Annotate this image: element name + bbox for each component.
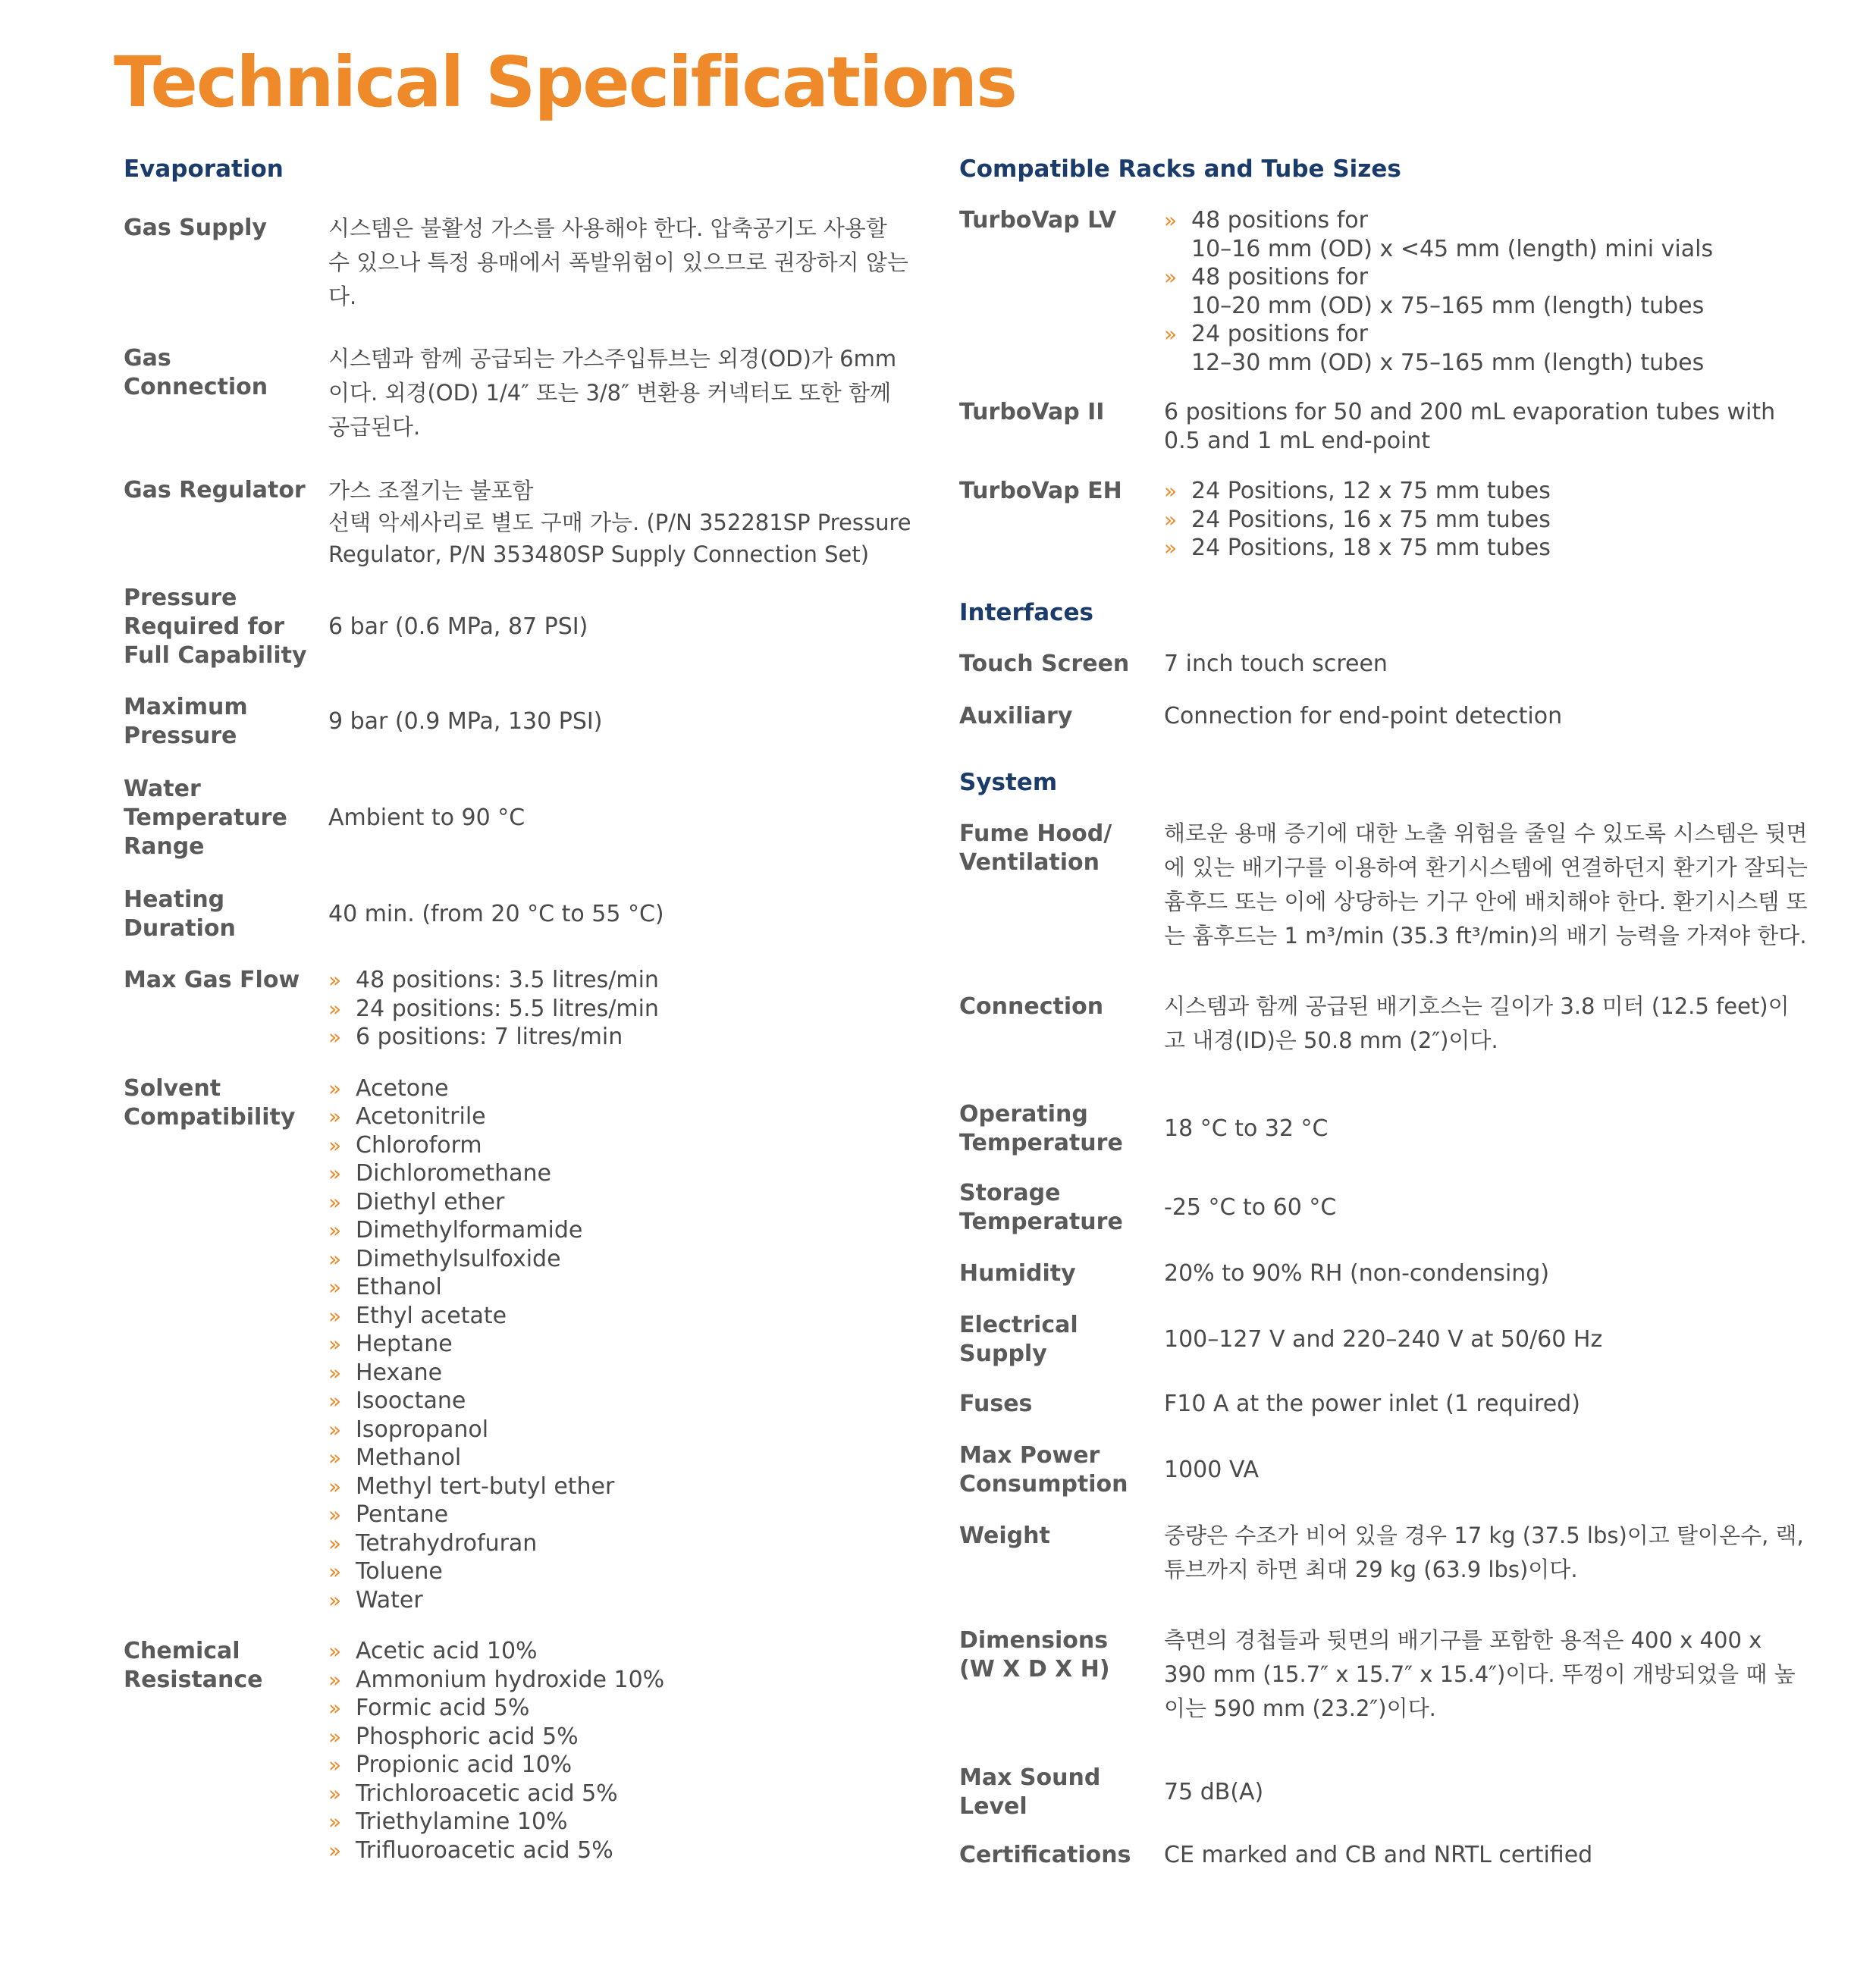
spec-row-storage-temperature	[959, 1179, 1809, 1237]
chevron-right-icon: »	[328, 968, 342, 993]
spec-row-turbovap-eh	[959, 477, 1809, 563]
list-item-text: Isopropanol	[356, 1416, 489, 1443]
list-item	[328, 1416, 912, 1444]
list-item	[1164, 506, 1809, 535]
left-column	[124, 155, 912, 1865]
list-item-text: 24 Positions, 16 x 75 mm tubes	[1191, 506, 1551, 533]
list-item-text: 6 positions: 7 litres/min	[356, 1024, 623, 1051]
spec-value: 40 min. (from 20 °C to 55 °C)	[328, 901, 664, 928]
spec-row-max-pressure	[124, 693, 912, 751]
list-item	[328, 1444, 912, 1472]
list-item-text: Hexane	[356, 1359, 443, 1386]
chevron-right-icon: »	[328, 1837, 342, 1863]
spec-value: 100–127 V and 220–240 V at 50/60 Hz	[1164, 1326, 1603, 1353]
spec-label: Weight	[959, 1523, 1050, 1550]
list-item	[328, 1780, 912, 1808]
chevron-right-icon: »	[328, 1752, 342, 1778]
chevron-right-icon: »	[328, 1104, 342, 1130]
list-item-text: Ammonium hydroxide 10%	[356, 1666, 665, 1693]
chevron-right-icon: »	[328, 1218, 342, 1244]
spec-value: 1000 VA	[1164, 1457, 1260, 1484]
list-item-text: Heptane	[356, 1331, 453, 1358]
spec-label: Dimensions (W X D X H)	[959, 1627, 1110, 1683]
list-item	[328, 1273, 912, 1302]
spec-row-fume-hood	[959, 820, 1809, 953]
spec-label: Electrical Supply	[959, 1312, 1078, 1368]
list-item-text: Tetrahydrofuran	[356, 1529, 538, 1557]
spec-label: Max Gas Flow	[124, 967, 300, 994]
list-item-text: Phosphoric acid 5%	[356, 1723, 579, 1750]
lv-rack-list	[1164, 206, 1809, 377]
spec-row-max-sound	[959, 1764, 1809, 1821]
spec-label: Solvent Compatibility	[124, 1074, 296, 1131]
list-item	[328, 1131, 912, 1160]
chevron-right-icon: »	[328, 1275, 342, 1300]
list-item-text: Acetone	[356, 1074, 449, 1102]
chevron-right-icon: »	[328, 1360, 342, 1385]
list-item-text: Diethyl ether	[356, 1188, 505, 1215]
list-item	[328, 966, 912, 995]
list-item	[328, 1245, 912, 1274]
list-item	[328, 1666, 912, 1695]
chevron-right-icon: »	[328, 1445, 342, 1471]
chevron-right-icon: »	[1164, 478, 1178, 504]
spec-label: Gas Regulator	[124, 477, 306, 504]
list-item	[328, 1637, 912, 1666]
spec-row-gas-supply	[124, 214, 912, 314]
spec-label: Pressure Required for Full Capability	[124, 585, 307, 670]
chevron-right-icon: »	[328, 1024, 342, 1050]
section-heading-racks: Compatible Racks and Tube Sizes	[959, 155, 1401, 183]
list-item	[328, 1387, 912, 1416]
list-item	[328, 1330, 912, 1359]
list-item	[328, 1529, 912, 1558]
list-item-text: 24 positions: 5.5 litres/min	[356, 995, 659, 1022]
spec-row-max-power	[959, 1441, 1809, 1499]
list-item-text: Dimethylformamide	[356, 1217, 583, 1244]
gas-flow-list	[328, 966, 912, 1052]
spec-value: 시스템과 함께 공급된 배기호스는 길이가 3.8 미터 (12.5 feet)이고 내경(ID)은 50.8 mm (2″)이다.	[1164, 993, 1790, 1054]
spec-label: Heating Duration	[124, 886, 236, 942]
spec-row-gas-regulator	[124, 476, 912, 570]
section-heading-interfaces: Interfaces	[959, 598, 1093, 626]
spec-row-dimensions	[959, 1626, 1809, 1726]
spec-row-fuses	[959, 1390, 1809, 1419]
list-item	[328, 1023, 912, 1052]
list-item	[1164, 320, 1809, 377]
chevron-right-icon: »	[1164, 265, 1178, 290]
chevron-right-icon: »	[328, 1723, 342, 1749]
list-item	[328, 1188, 912, 1217]
list-item	[328, 995, 912, 1024]
spec-row-pressure-required	[124, 584, 912, 670]
spec-row-humidity	[959, 1259, 1809, 1288]
spec-value: 측면의 경첩들과 뒷면의 배기구를 포함한 용적은 400 x 400 x 390 mm (15.7″ x 15.7″ x 15.4″)이다. 뚜껑이 개방되었을 때 높이는 590 mm (23.2″)이다.	[1164, 1627, 1796, 1722]
list-item	[328, 1302, 912, 1331]
list-item-text: 24 Positions, 18 x 75 mm tubes	[1191, 535, 1551, 562]
list-item-text: 48 positions for 10–20 mm (OD) x 75–165 mm (length) tubes	[1191, 264, 1705, 319]
list-item-text: Formic acid 5%	[356, 1695, 530, 1722]
spec-row-chemical-resistance	[124, 1637, 912, 1865]
chevron-right-icon: »	[328, 1639, 342, 1664]
spec-value: F10 A at the power inlet (1 required)	[1164, 1391, 1580, 1418]
spec-label: Certifications	[959, 1842, 1131, 1869]
list-item-text: Propionic acid 10%	[356, 1752, 573, 1779]
chevron-right-icon: »	[328, 1780, 342, 1806]
list-item-text: Water	[356, 1586, 423, 1614]
list-item	[328, 1159, 912, 1188]
chemical-list	[328, 1637, 912, 1865]
spec-row-connection	[959, 993, 1809, 1058]
chevron-right-icon: »	[1164, 208, 1178, 234]
list-item-text: Trifluoroacetic acid 5%	[356, 1836, 613, 1864]
list-item	[328, 1723, 912, 1752]
spec-row-auxiliary	[959, 702, 1809, 731]
spec-row-turbovap-lv	[959, 206, 1809, 377]
spec-label: Maximum Pressure	[124, 694, 248, 750]
list-item-text: Acetonitrile	[356, 1103, 486, 1131]
chevron-right-icon: »	[328, 996, 342, 1021]
spec-label: Touch Screen	[959, 650, 1130, 677]
list-item	[328, 1501, 912, 1529]
list-item-text: Dichloromethane	[356, 1160, 551, 1187]
list-item	[328, 1808, 912, 1836]
spec-value: 20% to 90% RH (non-condensing)	[1164, 1260, 1550, 1287]
spec-row-electrical-supply	[959, 1311, 1809, 1369]
spec-value: 6 bar (0.6 MPa, 87 PSI)	[328, 613, 588, 641]
spec-row-heating-duration	[124, 886, 912, 943]
list-item-text: Toluene	[356, 1558, 443, 1585]
list-item-text: 24 positions for 12–30 mm (OD) x 75–165 mm (length) tubes	[1191, 321, 1705, 376]
list-item	[328, 1359, 912, 1388]
spec-label: Connection	[959, 993, 1104, 1021]
chevron-right-icon: »	[328, 1331, 342, 1357]
list-item-text: Acetic acid 10%	[356, 1638, 538, 1665]
spec-label: Max Power Consumption	[959, 1442, 1128, 1498]
list-item	[1164, 206, 1809, 263]
spec-value-line: 선택 악세사리로 별도 구매 가능. (P/N 352281SP Pressure Regulator, P/N 353480SP Supply Connection Set)	[328, 510, 911, 568]
list-item	[328, 1751, 912, 1780]
list-item	[1164, 263, 1809, 320]
chevron-right-icon: »	[328, 1161, 342, 1187]
spec-label: Fuses	[959, 1391, 1033, 1418]
spec-row-water-temperature	[124, 775, 912, 861]
list-item-text: 48 positions: 3.5 litres/min	[356, 967, 659, 994]
spec-value: 시스템과 함께 공급되는 가스주입튜브는 외경(OD)가 6mm이다. 외경(OD) 1/4″ 또는 3/8″ 변환용 커넥터도 또한 함께 공급된다.	[328, 346, 897, 441]
list-item-text: Isooctane	[356, 1388, 466, 1415]
spec-row-certifications	[959, 1841, 1809, 1870]
spec-label: Operating Temperature	[959, 1101, 1123, 1157]
spec-value: 중량은 수조가 비어 있을 경우 17 kg (37.5 lbs)이고 탈이온수, 랙, 튜브까지 하면 최대 29 kg (63.9 lbs)이다.	[1164, 1523, 1804, 1583]
chevron-right-icon: »	[328, 1246, 342, 1272]
chevron-right-icon: »	[328, 1132, 342, 1158]
chevron-right-icon: »	[1164, 507, 1178, 532]
list-item	[328, 1694, 912, 1723]
section-heading-evaporation: Evaporation	[124, 155, 284, 183]
chevron-right-icon: »	[328, 1667, 342, 1692]
list-item-text: Chloroform	[356, 1131, 482, 1159]
spec-value: 75 dB(A)	[1164, 1779, 1264, 1806]
list-item-text: Methanol	[356, 1444, 462, 1472]
spec-row-max-gas-flow	[124, 966, 912, 1052]
solvent-list	[328, 1074, 912, 1615]
spec-label: Chemical Resistance	[124, 1638, 263, 1694]
list-item-text: Pentane	[356, 1501, 449, 1529]
chevron-right-icon: »	[1164, 535, 1178, 561]
chevron-right-icon: »	[328, 1530, 342, 1556]
spec-label: Auxiliary	[959, 702, 1073, 729]
list-item	[328, 1557, 912, 1586]
spec-label: Storage Temperature	[959, 1180, 1123, 1236]
list-item	[1164, 477, 1809, 506]
spec-value: Ambient to 90 °C	[328, 804, 525, 832]
list-item	[328, 1074, 912, 1103]
list-item	[328, 1216, 912, 1245]
spec-value: 7 inch touch screen	[1164, 650, 1388, 677]
spec-value: 18 °C to 32 °C	[1164, 1115, 1329, 1143]
list-item-text: Dimethylsulfoxide	[356, 1245, 561, 1272]
spec-row-operating-temperature	[959, 1100, 1809, 1158]
spec-row-weight	[959, 1522, 1809, 1587]
spec-value: 6 positions for 50 and 200 mL evaporation tubes with 0.5 and 1 mL end-point	[1164, 399, 1776, 455]
spec-value: CE marked and CB and NRTL certified	[1164, 1842, 1593, 1869]
chevron-right-icon: »	[328, 1388, 342, 1414]
list-item	[328, 1586, 912, 1615]
chevron-right-icon: »	[328, 1303, 342, 1328]
list-item-text: Methyl tert-butyl ether	[356, 1472, 615, 1500]
chevron-right-icon: »	[328, 1587, 342, 1613]
spec-value-line: 가스 조절기는 불포함	[328, 478, 534, 504]
spec-label: Gas Supply	[124, 215, 267, 242]
eh-rack-list	[1164, 477, 1809, 563]
spec-label: TurboVap LV	[959, 207, 1117, 234]
chevron-right-icon: »	[328, 1809, 342, 1835]
spec-row-solvent-compatibility	[124, 1074, 912, 1615]
list-item-text: 24 Positions, 12 x 75 mm tubes	[1191, 478, 1551, 505]
chevron-right-icon: »	[328, 1502, 342, 1528]
list-item	[328, 1472, 912, 1501]
section-heading-system: System	[959, 768, 1058, 796]
list-item-text: Ethanol	[356, 1274, 442, 1301]
spec-label: Gas Connection	[124, 345, 268, 401]
list-item-text: Trichloroacetic acid 5%	[356, 1780, 618, 1807]
spec-label: Water Temperature Range	[124, 776, 287, 861]
spec-row-turbovap-ii	[959, 398, 1809, 456]
right-column	[959, 155, 1809, 1870]
spec-label: TurboVap EH	[959, 478, 1122, 505]
spec-value: -25 °C to 60 °C	[1164, 1194, 1337, 1222]
chevron-right-icon: »	[328, 1075, 342, 1101]
chevron-right-icon: »	[328, 1559, 342, 1585]
spec-label: Max Sound Level	[959, 1764, 1101, 1821]
spec-value: 9 bar (0.9 MPa, 130 PSI)	[328, 708, 603, 735]
chevron-right-icon: »	[1164, 321, 1178, 347]
spec-row-touch-screen	[959, 650, 1809, 679]
list-item	[328, 1836, 912, 1865]
spec-value: 해로운 용매 증기에 대한 노출 위험을 줄일 수 있도록 시스템은 뒷면에 있는 배기구를 이용하여 환기시스템에 연결하던지 환기가 잘되는 흄후드 또는 이에 상당하는 기구 안에 배치해야 한다. 환기시스템 또는 흄후드는 1 m³/min (35.3 ft³/min)의 배기 능력을 가져야 한다.	[1164, 820, 1808, 949]
chevron-right-icon: »	[328, 1473, 342, 1499]
spec-value: 시스템은 불활성 가스를 사용해야 한다. 압축공기도 사용할 수 있으나 특정 용매에서 폭발위험이 있으므로 권장하지 않는다.	[328, 215, 908, 310]
list-item-text: Triethylamine 10%	[356, 1808, 568, 1836]
list-item-text: Ethyl acetate	[356, 1302, 507, 1329]
list-item	[1164, 534, 1809, 563]
spec-row-gas-connection	[124, 344, 912, 444]
spec-label: Humidity	[959, 1260, 1076, 1287]
list-item	[328, 1102, 912, 1131]
spec-value: Connection for end-point detection	[1164, 702, 1563, 729]
spec-label: TurboVap II	[959, 399, 1105, 426]
chevron-right-icon: »	[328, 1695, 342, 1721]
chevron-right-icon: »	[328, 1189, 342, 1215]
chevron-right-icon: »	[328, 1416, 342, 1442]
spec-label: Fume Hood/ Ventilation	[959, 820, 1112, 877]
list-item-text: 48 positions for 10–16 mm (OD) x <45 mm (length) mini vials	[1191, 207, 1714, 262]
page-title: Technical Specifications	[114, 42, 1016, 123]
